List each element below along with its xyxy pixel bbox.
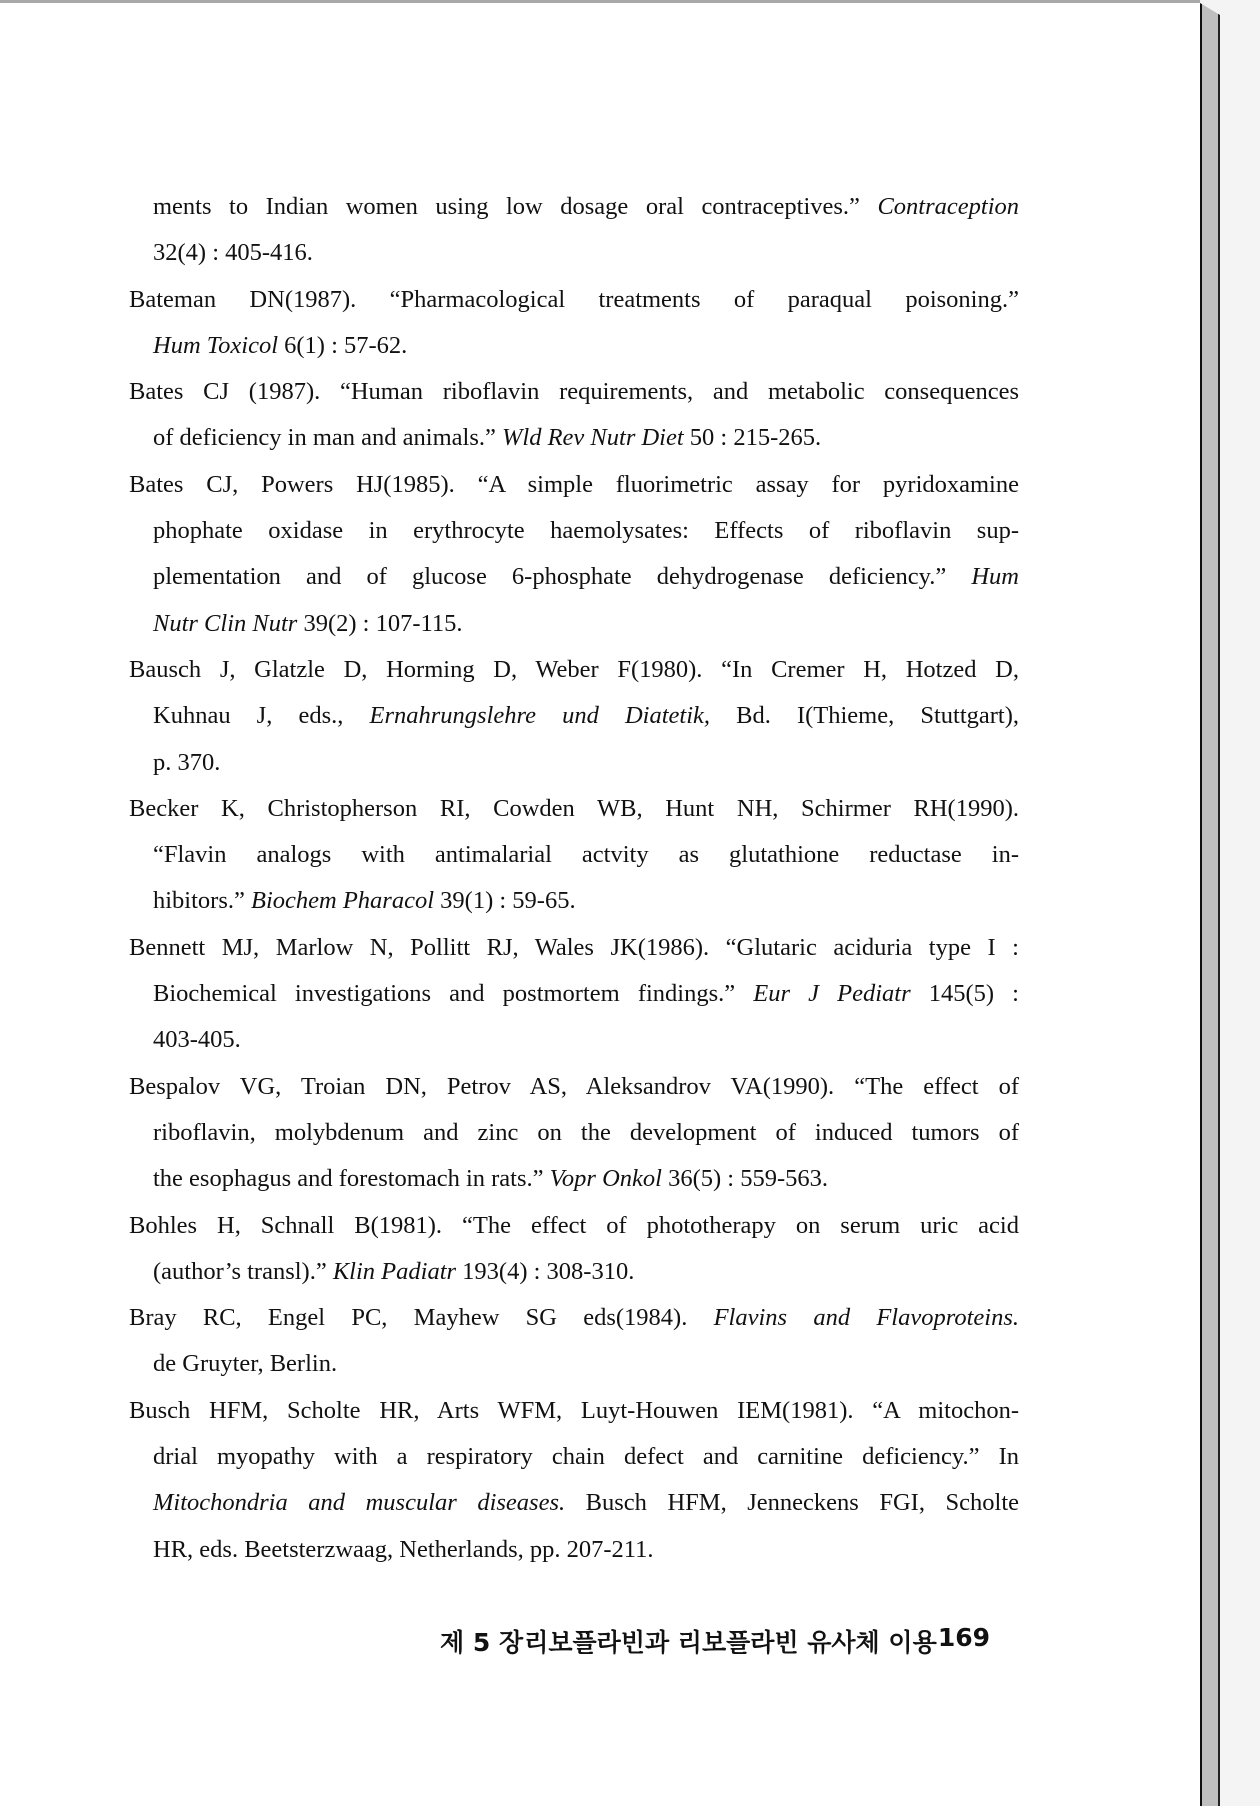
reference-line	[129, 925, 1019, 971]
reference-text: hibitors.”	[153, 887, 251, 915]
journal-title: Flavins and Flavoproteins.	[713, 1304, 1019, 1332]
reference-line	[129, 1249, 1019, 1295]
reference-text: drial myopathy with a respiratory chain defect and carnitine deficiency.” In	[153, 1443, 1019, 1471]
reference-entry	[129, 369, 1019, 462]
reference-line	[129, 277, 1019, 323]
reference-text: Busch HFM, Jenneckens FGI, Scholte	[565, 1489, 1020, 1517]
reference-line	[129, 693, 1019, 739]
reference-entry	[129, 1295, 1019, 1388]
reference-entry	[129, 184, 1019, 277]
reference-text: Bespalov VG, Troian DN, Petrov AS, Aleksandrov VA(1990). “The effect of	[129, 1072, 1019, 1100]
reference-entry	[129, 462, 1019, 647]
reference-text: Bohles H, Schnall B(1981). “The effect of phototherapy on serum uric acid	[129, 1211, 1019, 1239]
reference-line	[129, 1527, 1019, 1573]
journal-title: Biochem Pharacol	[251, 887, 435, 915]
reference-text: de Gruyter, Berlin.	[153, 1350, 338, 1378]
reference-text: 32(4) : 405-416.	[153, 239, 313, 267]
journal-title: Hum	[971, 563, 1019, 591]
reference-entry	[129, 1388, 1019, 1573]
reference-line	[129, 1480, 1019, 1526]
reference-text: 50 : 215-265.	[683, 424, 822, 452]
reference-line	[129, 415, 1019, 461]
reference-line	[129, 323, 1019, 369]
reference-line	[129, 1017, 1019, 1063]
reference-entry	[129, 1064, 1019, 1203]
reference-line	[129, 554, 1019, 600]
reference-entry	[129, 647, 1019, 786]
reference-line	[129, 1434, 1019, 1480]
journal-title: Klin Padiatr	[332, 1257, 457, 1285]
reference-text: Busch HFM, Scholte HR, Arts WFM, Luyt-Houwen IEM(1981). “A mitochon-	[129, 1396, 1019, 1424]
journal-title: Wld Rev Nutr Diet	[502, 424, 684, 452]
reference-entry	[129, 786, 1019, 925]
journal-title: Ernahrungslehre und Diatetik,	[369, 702, 711, 730]
reference-text: Bates CJ, Powers HJ(1985). “A simple fluorimetric assay for pyridoxamine	[129, 470, 1019, 498]
journal-title: Eur J Pediatr	[753, 980, 911, 1008]
reference-text: “Flavin analogs with antimalarial actvity as glutathione reductase in-	[153, 841, 1019, 869]
reference-line	[129, 971, 1019, 1017]
reference-text: Bd. I(Thieme, Stuttgart),	[710, 702, 1020, 730]
reference-text: 36(5) : 559-563.	[661, 1165, 828, 1193]
reference-text: ments to Indian women using low dosage oral contraceptives.”	[153, 193, 878, 220]
reference-line	[129, 647, 1019, 693]
reference-entry	[129, 1203, 1019, 1296]
reference-line	[129, 1203, 1019, 1249]
reference-text: Kuhnau J, eds.,	[153, 702, 370, 730]
reference-text: p. 370.	[153, 748, 221, 776]
reference-text: 403-405.	[153, 1026, 241, 1054]
reference-entry	[129, 925, 1019, 1064]
reference-line	[129, 369, 1019, 415]
reference-line	[129, 230, 1019, 276]
reference-text: Bateman DN(1987). “Pharmacological treatments of paraqual poisoning.”	[129, 285, 1019, 313]
reference-text: plementation and of glucose 6-phosphate dehydrogenase deficiency.”	[153, 563, 972, 591]
reference-text: 193(4) : 308-310.	[456, 1257, 635, 1285]
page-edge-shadow	[1200, 3, 1220, 1806]
reference-line	[129, 1341, 1019, 1387]
reference-text: Bennett MJ, Marlow N, Pollitt RJ, Wales JK(1986). “Glutaric aciduria type I :	[129, 933, 1019, 961]
reference-line	[129, 1156, 1019, 1202]
reference-line	[129, 740, 1019, 786]
reference-line	[129, 462, 1019, 508]
journal-title: Contraception	[877, 193, 1019, 220]
reference-text: 145(5) :	[910, 980, 1019, 1008]
reference-line	[129, 1388, 1019, 1434]
chapter-title: 리보플라빈과 리보플라빈 유사체 이용	[524, 1628, 937, 1657]
reference-text: 39(1) : 59-65.	[434, 887, 576, 915]
reference-text: Bausch J, Glatzle D, Horming D, Weber F(1980). “In Cremer H, Hotzed D,	[129, 655, 1019, 683]
journal-title: Mitochondria and muscular diseases.	[153, 1489, 566, 1517]
reference-line	[129, 832, 1019, 878]
reference-list	[129, 184, 1019, 1573]
reference-text: Becker K, Christopherson RI, Cowden WB, Hunt NH, Schirmer RH(1990).	[129, 794, 1019, 822]
reference-text: riboflavin, molybdenum and zinc on the development of induced tumors of	[153, 1118, 1019, 1146]
reference-text: Bray RC, Engel PC, Mayhew SG eds(1984).	[129, 1304, 714, 1332]
reference-text: 6(1) : 57-62.	[278, 331, 408, 359]
reference-line	[129, 786, 1019, 832]
page-number: 169	[937, 1623, 990, 1652]
reference-text: 39(2) : 107-115.	[297, 609, 463, 637]
reference-line	[129, 601, 1019, 647]
reference-text: (author’s transl).”	[153, 1257, 333, 1285]
reference-text: the esophagus and forestomach in rats.”	[153, 1165, 550, 1193]
reference-line	[129, 508, 1019, 554]
reference-entry	[129, 277, 1019, 370]
chapter-label: 제 5 장	[440, 1628, 524, 1657]
reference-text: Bates CJ (1987). “Human riboflavin requirements, and metabolic consequences	[129, 378, 1019, 406]
journal-title: Nutr Clin Nutr	[153, 609, 298, 637]
journal-title: Vopr Onkol	[549, 1165, 662, 1193]
reference-text: phophate oxidase in erythrocyte haemolysates: Effects of riboflavin sup-	[153, 517, 1019, 545]
journal-title: Hum Toxicol	[153, 331, 279, 359]
reference-line	[129, 1110, 1019, 1156]
reference-line	[129, 1064, 1019, 1110]
reference-line	[129, 184, 1019, 230]
reference-line	[129, 878, 1019, 924]
reference-text: HR, eds. Beetsterzwaag, Netherlands, pp. 207-211.	[153, 1535, 654, 1563]
reference-line	[129, 1295, 1019, 1341]
reference-text: of deficiency in man and animals.”	[153, 424, 502, 452]
page-footer	[440, 1623, 990, 1659]
reference-text: Biochemical investigations and postmortem findings.”	[153, 980, 754, 1008]
